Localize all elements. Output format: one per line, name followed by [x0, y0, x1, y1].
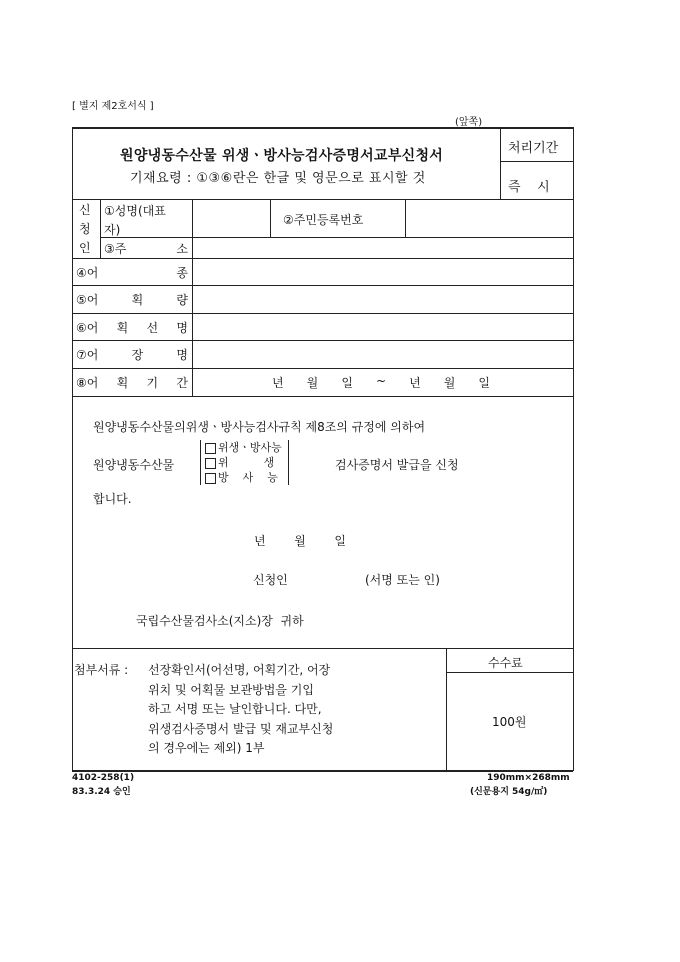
option-hygiene-radiation[interactable]: 위생ㆍ방사능	[205, 440, 282, 455]
checkbox-icon[interactable]	[205, 458, 216, 469]
checkbox-icon[interactable]	[205, 473, 216, 484]
paper-type: (신문용지 54g/㎡)	[470, 787, 548, 797]
statement-line-2-prefix: 원양냉동수산물	[93, 458, 175, 472]
applicant-label: 신청인	[253, 573, 288, 587]
instructions: 기재요령 : ①③⑥란은 한글 및 영문으로 표시할 것	[130, 171, 426, 186]
fish-species-label: ④어 종	[76, 266, 188, 280]
address-label: ③주 소	[104, 242, 188, 256]
name-label: ①성명(대표	[104, 204, 166, 218]
statement-line-1: 원양냉동수산물의위생ㆍ방사능검사규칙 제8조의 규정에 의하여	[93, 420, 426, 434]
fishing-period-value: 년 월 일 ~ 년 월 일	[272, 374, 490, 390]
fishing-ground-label: ⑦어 장 명	[76, 348, 188, 362]
signature-label: (서명 또는 인)	[365, 573, 440, 587]
name-label-cont: 자)	[104, 223, 121, 237]
page-side-label: (앞쪽)	[455, 117, 483, 128]
fishing-period-label: ⑧어 획 기 간	[76, 376, 188, 390]
form-code: 4102-258(1)	[72, 773, 135, 783]
application-date: 년 월 일	[254, 534, 346, 548]
attachments-list: 선장확인서(어선명, 어획기간, 어장 위치 및 어획물 보관방법을 기입 하고 서명 또는 날인합니다. 다만, 위생검사증명서 발급 및 재교부신청 의 경우에는 제외) 1부	[148, 663, 334, 755]
recipient: 국립수산물검사소(지소)장 귀하	[136, 614, 304, 628]
applicant-group-label: 신 청 인	[79, 203, 91, 255]
attachments-label: 첨부서류 :	[74, 663, 129, 677]
processing-period-value: 즉 시	[508, 180, 550, 195]
checkbox-icon[interactable]	[205, 443, 216, 454]
form-number: [ 별지 제2호서식 ]	[72, 101, 154, 112]
option-hygiene[interactable]: 위 생	[205, 455, 282, 470]
form-title: 원양냉동수산물 위생ㆍ방사능검사증명서교부신청서	[120, 148, 444, 164]
fee-amount: 100원	[492, 715, 527, 729]
catch-amount-label: ⑤어 획 량	[76, 293, 188, 307]
statement-line-3: 합니다.	[93, 492, 132, 506]
inspection-type-options	[200, 440, 289, 485]
statement-line-2-suffix: 검사증명서 발급을 신청	[335, 458, 459, 472]
fee-label: 수수료	[488, 656, 523, 670]
option-radiation[interactable]: 방 사 능	[205, 470, 282, 485]
resident-id-label: ②주민등록번호	[283, 213, 364, 227]
vessel-name-label: ⑥어 획 선 명	[76, 321, 188, 335]
processing-period-label: 처리기간	[508, 141, 559, 156]
paper-size: 190mm×268mm	[487, 773, 570, 783]
approval-date: 83.3.24 승인	[72, 787, 131, 797]
